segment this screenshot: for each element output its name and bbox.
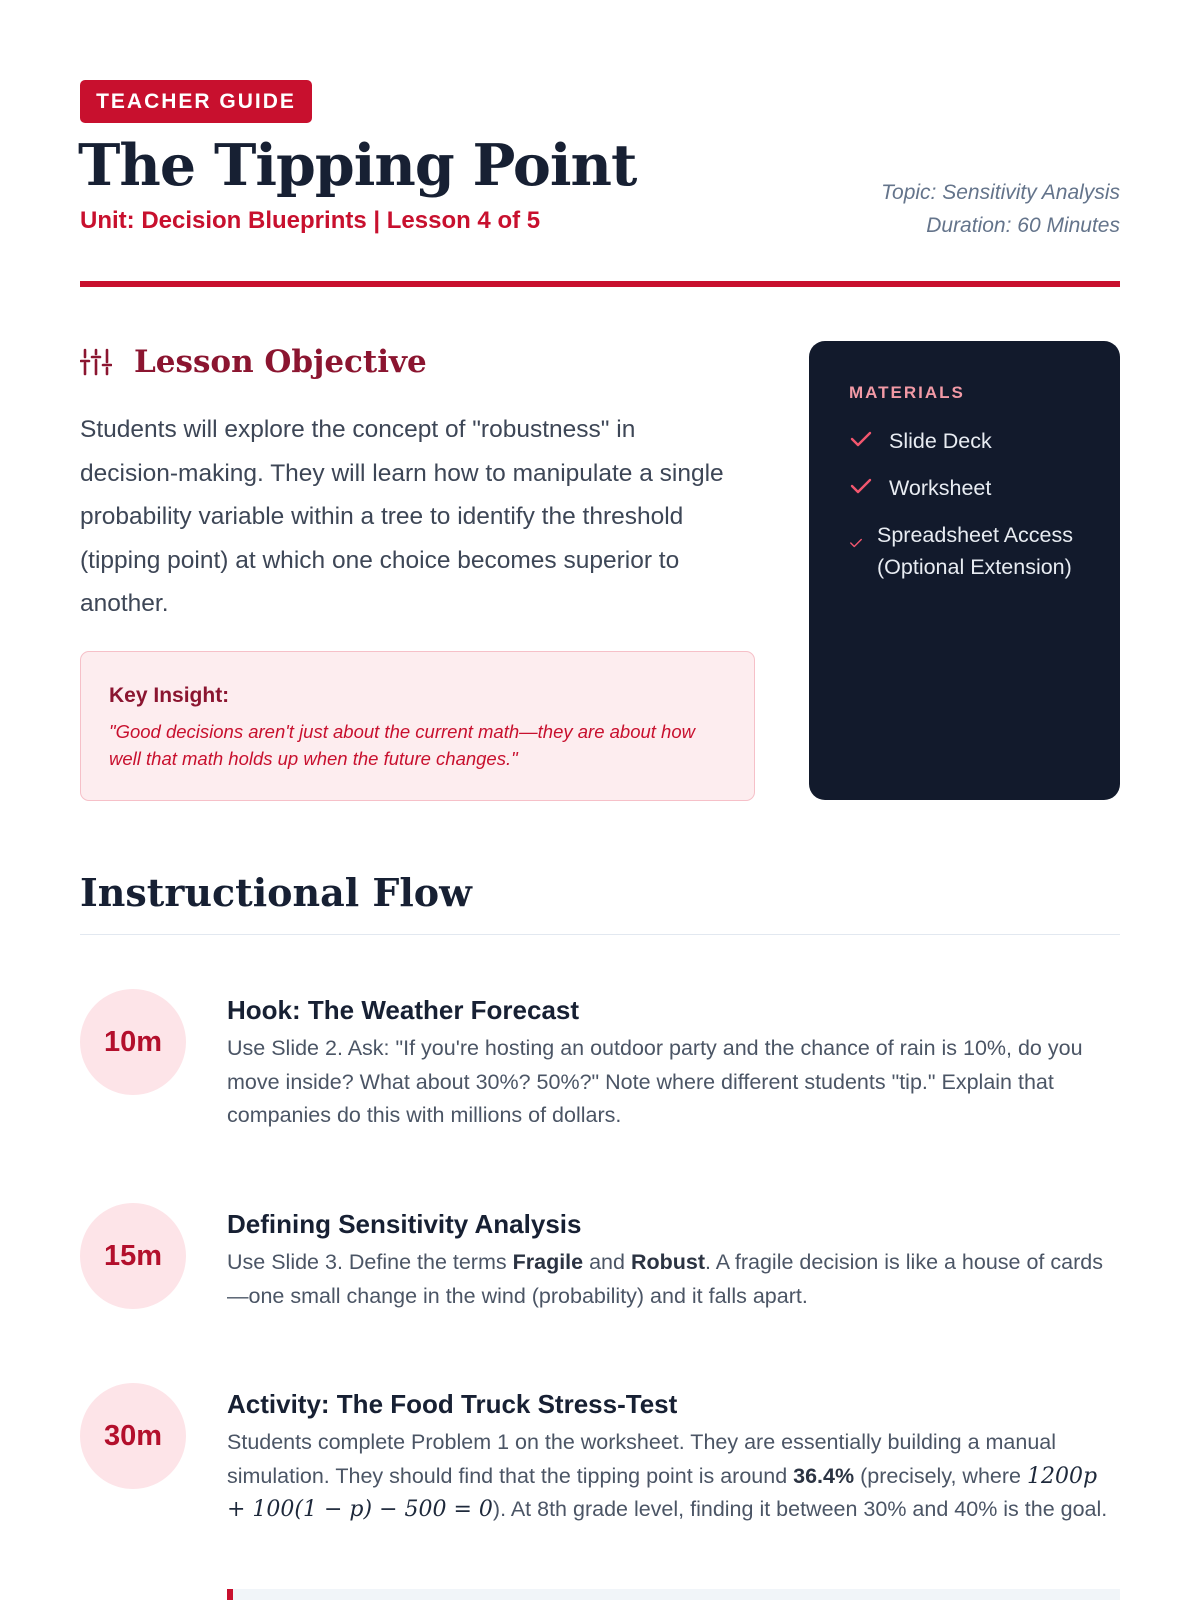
materials-item bbox=[849, 519, 1120, 583]
materials-heading: MATERIALS bbox=[849, 383, 965, 402]
materials-item bbox=[849, 472, 1120, 504]
teacher-guide-badge: TEACHER GUIDE bbox=[80, 80, 312, 123]
tipping-point-value: 36.4% bbox=[793, 1463, 855, 1488]
teacher-tip-box bbox=[227, 1589, 1120, 1600]
tipping-equation: 1200p + 100(1 − p) − 500 = 0 bbox=[227, 1463, 1098, 1522]
step-title: Defining Sensitivity Analysis bbox=[227, 1209, 582, 1239]
header-divider bbox=[80, 281, 1120, 287]
key-insight-label: Key Insight: bbox=[109, 684, 230, 707]
materials-item-label: Spreadsheet Access (Optional Extension) bbox=[877, 523, 1074, 579]
term-robust: Robust bbox=[630, 1250, 705, 1274]
step-text: Use Slide 2. Ask: "If you're hosting an outdoor party and the chance of rain is 10%, do you move inside? What about 30%? 50%?" Note where different students "tip." Explain that companies do this with millions of dollars. bbox=[227, 1036, 1083, 1127]
step-text: Use Slide 3. Define the terms Fragile and Robust. A fragile decision is like a house of cards—one small change in the wind (probability) and it falls apart. bbox=[227, 1250, 1103, 1308]
step-body bbox=[227, 995, 1120, 1133]
materials-panel bbox=[809, 341, 1120, 800]
key-insight-box bbox=[80, 651, 755, 801]
step-title: Activity: The Food Truck Stress-Test bbox=[227, 1389, 678, 1419]
step-text: Students complete Problem 1 on the worksheet. They are essentially building a manual simulation. They should find that the tipping point is around 36.4% (precisely, where 1200p + 100(1 − p) − 500 = 0). At 8th grade level, finding it between 30% and 40% is the goal. bbox=[227, 1430, 1108, 1522]
time-badge: 15m bbox=[80, 1203, 186, 1309]
term-fragile: Fragile bbox=[512, 1250, 584, 1274]
page-title: The Tipping Point bbox=[78, 132, 637, 199]
time-badge: 30m bbox=[80, 1383, 186, 1489]
check-icon bbox=[849, 427, 873, 451]
key-insight-quote: "Good decisions aren't just about the current math—they are about how well that math holds up when the future changes." bbox=[109, 721, 695, 769]
objective-text: Students will explore the concept of "robustness" in decision-making. They will learn how to manipulate a single probability variable within a tree to identify the threshold (tipping point) at which one choice becomes superior to another. bbox=[80, 416, 724, 617]
unit-subtitle: Unit: Decision Blueprints | Lesson 4 of 5 bbox=[80, 207, 541, 234]
materials-item-label: Worksheet bbox=[889, 476, 992, 500]
check-icon bbox=[849, 536, 863, 550]
section-divider bbox=[80, 934, 1120, 935]
sliders-icon bbox=[80, 346, 112, 378]
materials-item-label: Slide Deck bbox=[889, 429, 992, 453]
teacher-tip-accent bbox=[227, 1589, 233, 1600]
objective-heading bbox=[80, 344, 427, 380]
step-title: Hook: The Weather Forecast bbox=[227, 995, 580, 1025]
objective-title: Lesson Objective bbox=[134, 344, 427, 380]
duration-label: Duration: 60 Minutes bbox=[926, 214, 1120, 237]
topic-label: Topic: Sensitivity Analysis bbox=[881, 181, 1120, 204]
instructional-flow-title: Instructional Flow bbox=[80, 870, 472, 915]
time-badge: 10m bbox=[80, 989, 186, 1095]
lesson-meta bbox=[881, 176, 1120, 242]
step-body bbox=[227, 1389, 1120, 1527]
materials-item bbox=[849, 425, 1120, 457]
step-body bbox=[227, 1209, 1120, 1313]
check-icon bbox=[849, 474, 873, 498]
